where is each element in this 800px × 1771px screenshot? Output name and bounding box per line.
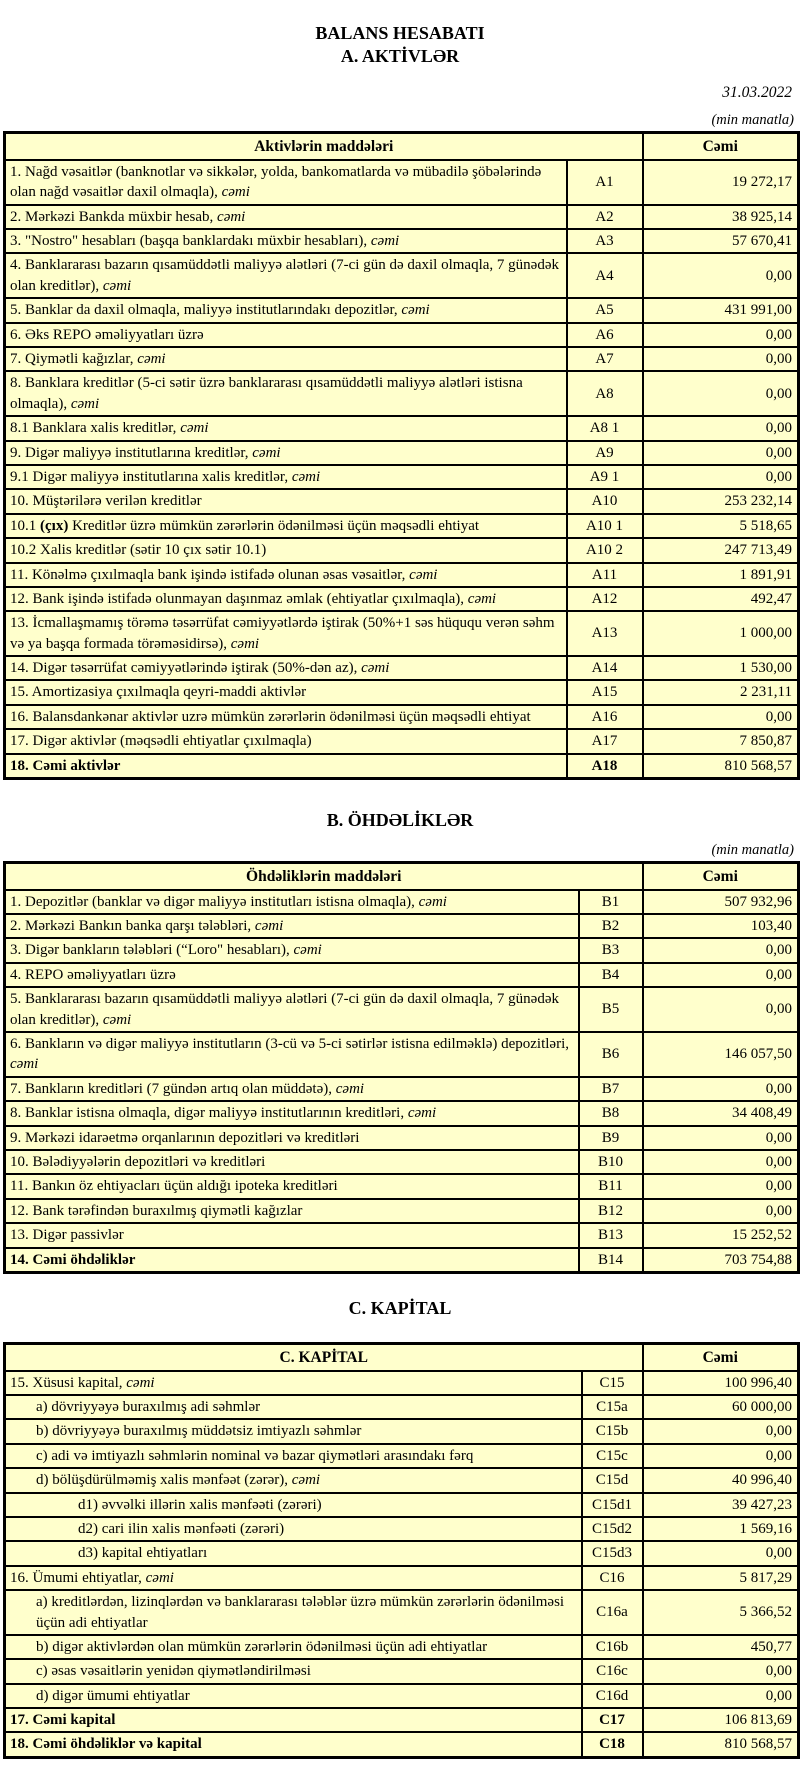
column-header-total: Cəmi bbox=[643, 862, 799, 890]
row-label: 9.1 Digər maliyyə institutlarına xalis kreditlər, cəmi bbox=[5, 465, 567, 489]
row-label: 10.1 (çıx) Kreditlər üzrə mümkün zərərlərin ödənilməsi üçün məqsədli ehtiyat bbox=[5, 514, 567, 538]
row-value: 507 932,96 bbox=[643, 890, 799, 914]
row-label: 10. Müştərilərə verilən kreditlər bbox=[5, 489, 567, 513]
row-value: 0,00 bbox=[643, 938, 799, 962]
row-value: 146 057,50 bbox=[643, 1032, 799, 1077]
row-code: A7 bbox=[567, 347, 643, 371]
row-value: 106 813,69 bbox=[643, 1708, 799, 1732]
table-row bbox=[5, 1659, 799, 1683]
row-value: 60 000,00 bbox=[643, 1395, 799, 1419]
row-label: d) digər ümumi ehtiyatlar bbox=[5, 1684, 582, 1708]
unit-note-b: (min manatla) bbox=[711, 841, 794, 858]
table-row bbox=[5, 1635, 799, 1659]
table-row bbox=[5, 416, 799, 440]
row-value: 15 252,52 bbox=[643, 1223, 799, 1247]
table-row bbox=[5, 1708, 799, 1732]
table-row bbox=[5, 347, 799, 371]
row-value: 0,00 bbox=[643, 323, 799, 347]
row-value: 5 366,52 bbox=[643, 1590, 799, 1635]
row-value: 7 850,87 bbox=[643, 729, 799, 753]
section-b-title: B. ÖHDƏLİKLƏR bbox=[326, 810, 474, 831]
table-row bbox=[5, 489, 799, 513]
row-code: B1 bbox=[579, 890, 643, 914]
table-row bbox=[5, 656, 799, 680]
row-value: 810 568,57 bbox=[643, 754, 799, 779]
table-row bbox=[5, 205, 799, 229]
liabilities-table-header-row bbox=[5, 862, 799, 890]
table-row bbox=[5, 963, 799, 987]
section-c-title: C. KAPİTAL bbox=[348, 1297, 452, 1318]
row-label: 8.1 Banklara xalis kreditlər, cəmi bbox=[5, 416, 567, 440]
row-code: C15d bbox=[582, 1468, 643, 1492]
row-code: C15c bbox=[582, 1444, 643, 1468]
row-label: 17. Digər aktivlər (məqsədli ehtiyatlar çıxılmaqla) bbox=[5, 729, 567, 753]
row-label: d3) kapital ehtiyatları bbox=[5, 1541, 582, 1565]
row-label: 7. Bankların kreditləri (7 gündən artıq olan müddətə), cəmi bbox=[5, 1077, 579, 1101]
table-row bbox=[5, 587, 799, 611]
table-row bbox=[5, 1419, 799, 1443]
row-value: 1 000,00 bbox=[643, 611, 799, 656]
table-row bbox=[5, 538, 799, 562]
row-code: A2 bbox=[567, 205, 643, 229]
row-label: b) dövriyyəyə buraxılmış müddətsiz imtiyazlı səhmlər bbox=[5, 1419, 582, 1443]
row-label: 4. REPO əməliyyatları üzrə bbox=[5, 963, 579, 987]
row-value: 100 996,40 bbox=[643, 1371, 799, 1395]
row-code: A5 bbox=[567, 298, 643, 322]
row-value: 0,00 bbox=[643, 987, 799, 1032]
row-value: 0,00 bbox=[643, 1659, 799, 1683]
row-label: 2. Mərkəzi Bankda müxbir hesab, cəmi bbox=[5, 205, 567, 229]
unit-note-a: (min manatla) bbox=[711, 111, 794, 128]
row-code: C17 bbox=[582, 1708, 643, 1732]
row-value: 0,00 bbox=[643, 1444, 799, 1468]
row-value: 19 272,17 bbox=[643, 160, 799, 205]
table-row bbox=[5, 160, 799, 205]
row-label: 5. Banklararası bazarın qısamüddətli maliyyə alətləri (7-ci gün də daxil olmaqla, 7 günədək olan kreditlər), cəmi bbox=[5, 987, 579, 1032]
row-code: C15a bbox=[582, 1395, 643, 1419]
table-row bbox=[5, 1732, 799, 1757]
row-code: B8 bbox=[579, 1101, 643, 1125]
row-label: 17. Cəmi kapital bbox=[5, 1708, 582, 1732]
row-value: 5 518,65 bbox=[643, 514, 799, 538]
section-a-title: A. AKTİVLƏR bbox=[340, 46, 460, 67]
liabilities-table bbox=[3, 861, 800, 1274]
capital-table bbox=[3, 1342, 800, 1759]
row-code: B13 bbox=[579, 1223, 643, 1247]
row-code: B9 bbox=[579, 1126, 643, 1150]
row-label: 16. Balansdankənar aktivlər uzrə mümkün zərərlərin ödənilməsi üçün məqsədli ehtiyat bbox=[5, 705, 567, 729]
row-label: 4. Banklararası bazarın qısamüddətli maliyyə alətləri (7-ci gün də daxil olmaqla, 7 günədək olan kreditlər), cəmi bbox=[5, 253, 567, 298]
row-label: 9. Digər maliyyə institutlarına kreditlər, cəmi bbox=[5, 441, 567, 465]
row-code: C15 bbox=[582, 1371, 643, 1395]
row-label: 2. Mərkəzi Bankın banka qarşı tələbləri, cəmi bbox=[5, 914, 579, 938]
table-row bbox=[5, 729, 799, 753]
row-value: 0,00 bbox=[643, 347, 799, 371]
row-code: A6 bbox=[567, 323, 643, 347]
row-code: B7 bbox=[579, 1077, 643, 1101]
table-row bbox=[5, 754, 799, 779]
row-code: C18 bbox=[582, 1732, 643, 1757]
table-row bbox=[5, 987, 799, 1032]
row-value: 0,00 bbox=[643, 253, 799, 298]
row-value: 253 232,14 bbox=[643, 489, 799, 513]
row-label: d2) cari ilin xalis mənfəəti (zərəri) bbox=[5, 1517, 582, 1541]
row-value: 0,00 bbox=[643, 1126, 799, 1150]
row-code: A4 bbox=[567, 253, 643, 298]
row-code: A16 bbox=[567, 705, 643, 729]
row-value: 57 670,41 bbox=[643, 229, 799, 253]
row-label: 12. Bank tərəfindən buraxılmış qiymətli kağızlar bbox=[5, 1199, 579, 1223]
row-code: C15d1 bbox=[582, 1493, 643, 1517]
column-header-items: Öhdəliklərin maddələri bbox=[5, 862, 643, 890]
table-row bbox=[5, 1541, 799, 1565]
row-label: 3. Digər bankların tələbləri (“Loro" hesabları), cəmi bbox=[5, 938, 579, 962]
row-label: 1. Depozitlər (banklar və digər maliyyə institutları istisna olmaqla), cəmi bbox=[5, 890, 579, 914]
table-row bbox=[5, 298, 799, 322]
row-label: 8. Banklar istisna olmaqla, digər maliyyə institutlarının kreditləri, cəmi bbox=[5, 1101, 579, 1125]
column-header-total: Cəmi bbox=[643, 1343, 799, 1371]
row-value: 0,00 bbox=[643, 705, 799, 729]
table-row bbox=[5, 1590, 799, 1635]
row-label: 11. Könəlmə çıxılmaqla bank işində istifadə olunan əsas vəsaitlər, cəmi bbox=[5, 563, 567, 587]
row-value: 0,00 bbox=[643, 441, 799, 465]
row-code: A12 bbox=[567, 587, 643, 611]
row-code: C16 bbox=[582, 1566, 643, 1590]
table-row bbox=[5, 323, 799, 347]
row-label: d) bölüşdürülməmiş xalis mənfəət (zərər), cəmi bbox=[5, 1468, 582, 1492]
table-row bbox=[5, 465, 799, 489]
row-label: 18. Cəmi öhdəliklər və kapital bbox=[5, 1732, 582, 1757]
row-label: 12. Bank işində istifadə olunmayan daşınmaz əmlak (ehtiyatlar çıxılmaqla), cəmi bbox=[5, 587, 567, 611]
table-row bbox=[5, 1684, 799, 1708]
row-label: 10. Bələdiyyələrin depozitləri və kreditləri bbox=[5, 1150, 579, 1174]
row-value: 0,00 bbox=[643, 416, 799, 440]
row-code: A13 bbox=[567, 611, 643, 656]
row-value: 431 991,00 bbox=[643, 298, 799, 322]
row-value: 0,00 bbox=[643, 1199, 799, 1223]
row-code: A15 bbox=[567, 680, 643, 704]
row-code: B6 bbox=[579, 1032, 643, 1077]
table-row bbox=[5, 253, 799, 298]
table-row bbox=[5, 611, 799, 656]
row-code: C16d bbox=[582, 1684, 643, 1708]
row-value: 103,40 bbox=[643, 914, 799, 938]
row-value: 40 996,40 bbox=[643, 1468, 799, 1492]
row-code: A3 bbox=[567, 229, 643, 253]
row-label: c) adi və imtiyazlı səhmlərin nominal və bazar qiymətləri arasındakı fərq bbox=[5, 1444, 582, 1468]
row-code: B12 bbox=[579, 1199, 643, 1223]
row-code: C15b bbox=[582, 1419, 643, 1443]
table-row bbox=[5, 1174, 799, 1198]
table-row bbox=[5, 1101, 799, 1125]
row-label: 3. "Nostro" hesabları (başqa banklardakı müxbir hesabları), cəmi bbox=[5, 229, 567, 253]
row-code: B5 bbox=[579, 987, 643, 1032]
table-row bbox=[5, 1248, 799, 1273]
table-row bbox=[5, 1566, 799, 1590]
table-row bbox=[5, 1150, 799, 1174]
row-label: 1. Nağd vəsaitlər (banknotlar və sikkələr, yolda, bankomatlarda və mübadilə şöbələrində olan nağd vəsaitlər daxil olmaqla), cəmi bbox=[5, 160, 567, 205]
table-row bbox=[5, 563, 799, 587]
column-header-items: C. KAPİTAL bbox=[5, 1343, 643, 1371]
table-row bbox=[5, 1468, 799, 1492]
row-code: A9 bbox=[567, 441, 643, 465]
table-row bbox=[5, 938, 799, 962]
table-row bbox=[5, 441, 799, 465]
row-value: 450,77 bbox=[643, 1635, 799, 1659]
row-value: 0,00 bbox=[643, 465, 799, 489]
row-label: d1) əvvəlki illərin xalis mənfəəti (zərəri) bbox=[5, 1493, 582, 1517]
row-value: 810 568,57 bbox=[643, 1732, 799, 1757]
row-value: 0,00 bbox=[643, 1684, 799, 1708]
table-row bbox=[5, 1126, 799, 1150]
table-row bbox=[5, 914, 799, 938]
row-code: C15d2 bbox=[582, 1517, 643, 1541]
row-label: 14. Cəmi öhdəliklər bbox=[5, 1248, 579, 1273]
row-code: B14 bbox=[579, 1248, 643, 1273]
table-row bbox=[5, 1493, 799, 1517]
table-row bbox=[5, 1199, 799, 1223]
row-label: 6. Əks REPO əməliyyatları üzrə bbox=[5, 323, 567, 347]
document-title: BALANS HESABATI bbox=[315, 23, 485, 43]
row-label: 14. Digər təsərrüfat cəmiyyətlərində iştirak (50%-dən az), cəmi bbox=[5, 656, 567, 680]
row-code: C15d3 bbox=[582, 1541, 643, 1565]
row-code: A10 bbox=[567, 489, 643, 513]
row-code: A9 1 bbox=[567, 465, 643, 489]
row-value: 1 530,00 bbox=[643, 656, 799, 680]
report-date: 31.03.2022 bbox=[722, 83, 792, 101]
table-row bbox=[5, 371, 799, 416]
row-code: A11 bbox=[567, 563, 643, 587]
row-value: 0,00 bbox=[643, 1077, 799, 1101]
row-value: 0,00 bbox=[643, 1541, 799, 1565]
column-header-total: Cəmi bbox=[643, 132, 799, 160]
row-code: A8 1 bbox=[567, 416, 643, 440]
row-code: B11 bbox=[579, 1174, 643, 1198]
row-value: 1 569,16 bbox=[643, 1517, 799, 1541]
row-value: 34 408,49 bbox=[643, 1101, 799, 1125]
row-code: B10 bbox=[579, 1150, 643, 1174]
row-code: B3 bbox=[579, 938, 643, 962]
row-label: 6. Bankların və digər maliyyə institutların (3-cü və 5-ci sətirlər istisna edilməklə) depozitləri, cəmi bbox=[5, 1032, 579, 1077]
row-label: 15. Xüsusi kapital, cəmi bbox=[5, 1371, 582, 1395]
row-code: A17 bbox=[567, 729, 643, 753]
row-value: 2 231,11 bbox=[643, 680, 799, 704]
row-value: 38 925,14 bbox=[643, 205, 799, 229]
column-header-items: Aktivlərin maddələri bbox=[5, 132, 643, 160]
row-code: A1 bbox=[567, 160, 643, 205]
row-code: C16c bbox=[582, 1659, 643, 1683]
row-code: A18 bbox=[567, 754, 643, 779]
row-code: A14 bbox=[567, 656, 643, 680]
row-code: C16a bbox=[582, 1590, 643, 1635]
row-label: 13. İcmallaşmamış törəmə təsərrüfat cəmiyyətlərdə iştirak (50%+1 səs hüququ verən səhm və ya başqa formada törəməsidirsə), cəmi bbox=[5, 611, 567, 656]
table-row bbox=[5, 1517, 799, 1541]
row-value: 39 427,23 bbox=[643, 1493, 799, 1517]
row-value: 0,00 bbox=[643, 1419, 799, 1443]
row-value: 5 817,29 bbox=[643, 1566, 799, 1590]
row-value: 0,00 bbox=[643, 963, 799, 987]
table-row bbox=[5, 514, 799, 538]
row-label: 16. Ümumi ehtiyatlar, cəmi bbox=[5, 1566, 582, 1590]
row-label: 9. Mərkəzi idarəetmə orqanlarının depozitləri və kreditləri bbox=[5, 1126, 579, 1150]
row-code: A10 2 bbox=[567, 538, 643, 562]
table-row bbox=[5, 1444, 799, 1468]
row-code: C16b bbox=[582, 1635, 643, 1659]
table-row bbox=[5, 1371, 799, 1395]
row-label: a) kreditlərdən, lizinqlərdən və banklararası tələblər üzrə mümkün zərərlərin ödənilməsi üçün adi ehtiyatlar bbox=[5, 1590, 582, 1635]
row-label: 5. Banklar da daxil olmaqla, maliyyə institutlarındakı depozitlər, cəmi bbox=[5, 298, 567, 322]
row-value: 1 891,91 bbox=[643, 563, 799, 587]
table-row bbox=[5, 1077, 799, 1101]
row-code: B2 bbox=[579, 914, 643, 938]
row-value: 0,00 bbox=[643, 371, 799, 416]
row-label: 18. Cəmi aktivlər bbox=[5, 754, 567, 779]
table-row bbox=[5, 229, 799, 253]
row-label: b) digər aktivlərdən olan mümkün zərərlərin ödənilməsi üçün adi ehtiyatlar bbox=[5, 1635, 582, 1659]
assets-table-header-row bbox=[5, 132, 799, 160]
row-value: 0,00 bbox=[643, 1150, 799, 1174]
row-value: 492,47 bbox=[643, 587, 799, 611]
row-label: 15. Amortizasiya çıxılmaqla qeyri-maddi aktivlər bbox=[5, 680, 567, 704]
row-label: 13. Digər passivlər bbox=[5, 1223, 579, 1247]
row-label: 8. Banklara kreditlər (5-ci sətir üzrə banklararası qısamüddətli maliyyə alətləri istisna olmaqla), cəmi bbox=[5, 371, 567, 416]
table-row bbox=[5, 680, 799, 704]
row-value: 703 754,88 bbox=[643, 1248, 799, 1273]
table-row bbox=[5, 1395, 799, 1419]
row-label: 7. Qiymətli kağızlar, cəmi bbox=[5, 347, 567, 371]
row-label: 10.2 Xalis kreditlər (sətir 10 çıx sətir 10.1) bbox=[5, 538, 567, 562]
row-label: c) əsas vəsaitlərin yenidən qiymətləndirilməsi bbox=[5, 1659, 582, 1683]
row-code: A8 bbox=[567, 371, 643, 416]
row-code: A10 1 bbox=[567, 514, 643, 538]
assets-table bbox=[3, 131, 800, 780]
row-label: a) dövriyyəyə buraxılmış adi səhmlər bbox=[5, 1395, 582, 1419]
table-row bbox=[5, 705, 799, 729]
table-row bbox=[5, 1223, 799, 1247]
row-value: 247 713,49 bbox=[643, 538, 799, 562]
row-code: B4 bbox=[579, 963, 643, 987]
table-row bbox=[5, 890, 799, 914]
row-value: 0,00 bbox=[643, 1174, 799, 1198]
table-row bbox=[5, 1032, 799, 1077]
row-label: 11. Bankın öz ehtiyacları üçün aldığı ipoteka kreditləri bbox=[5, 1174, 579, 1198]
capital-table-header-row bbox=[5, 1343, 799, 1371]
